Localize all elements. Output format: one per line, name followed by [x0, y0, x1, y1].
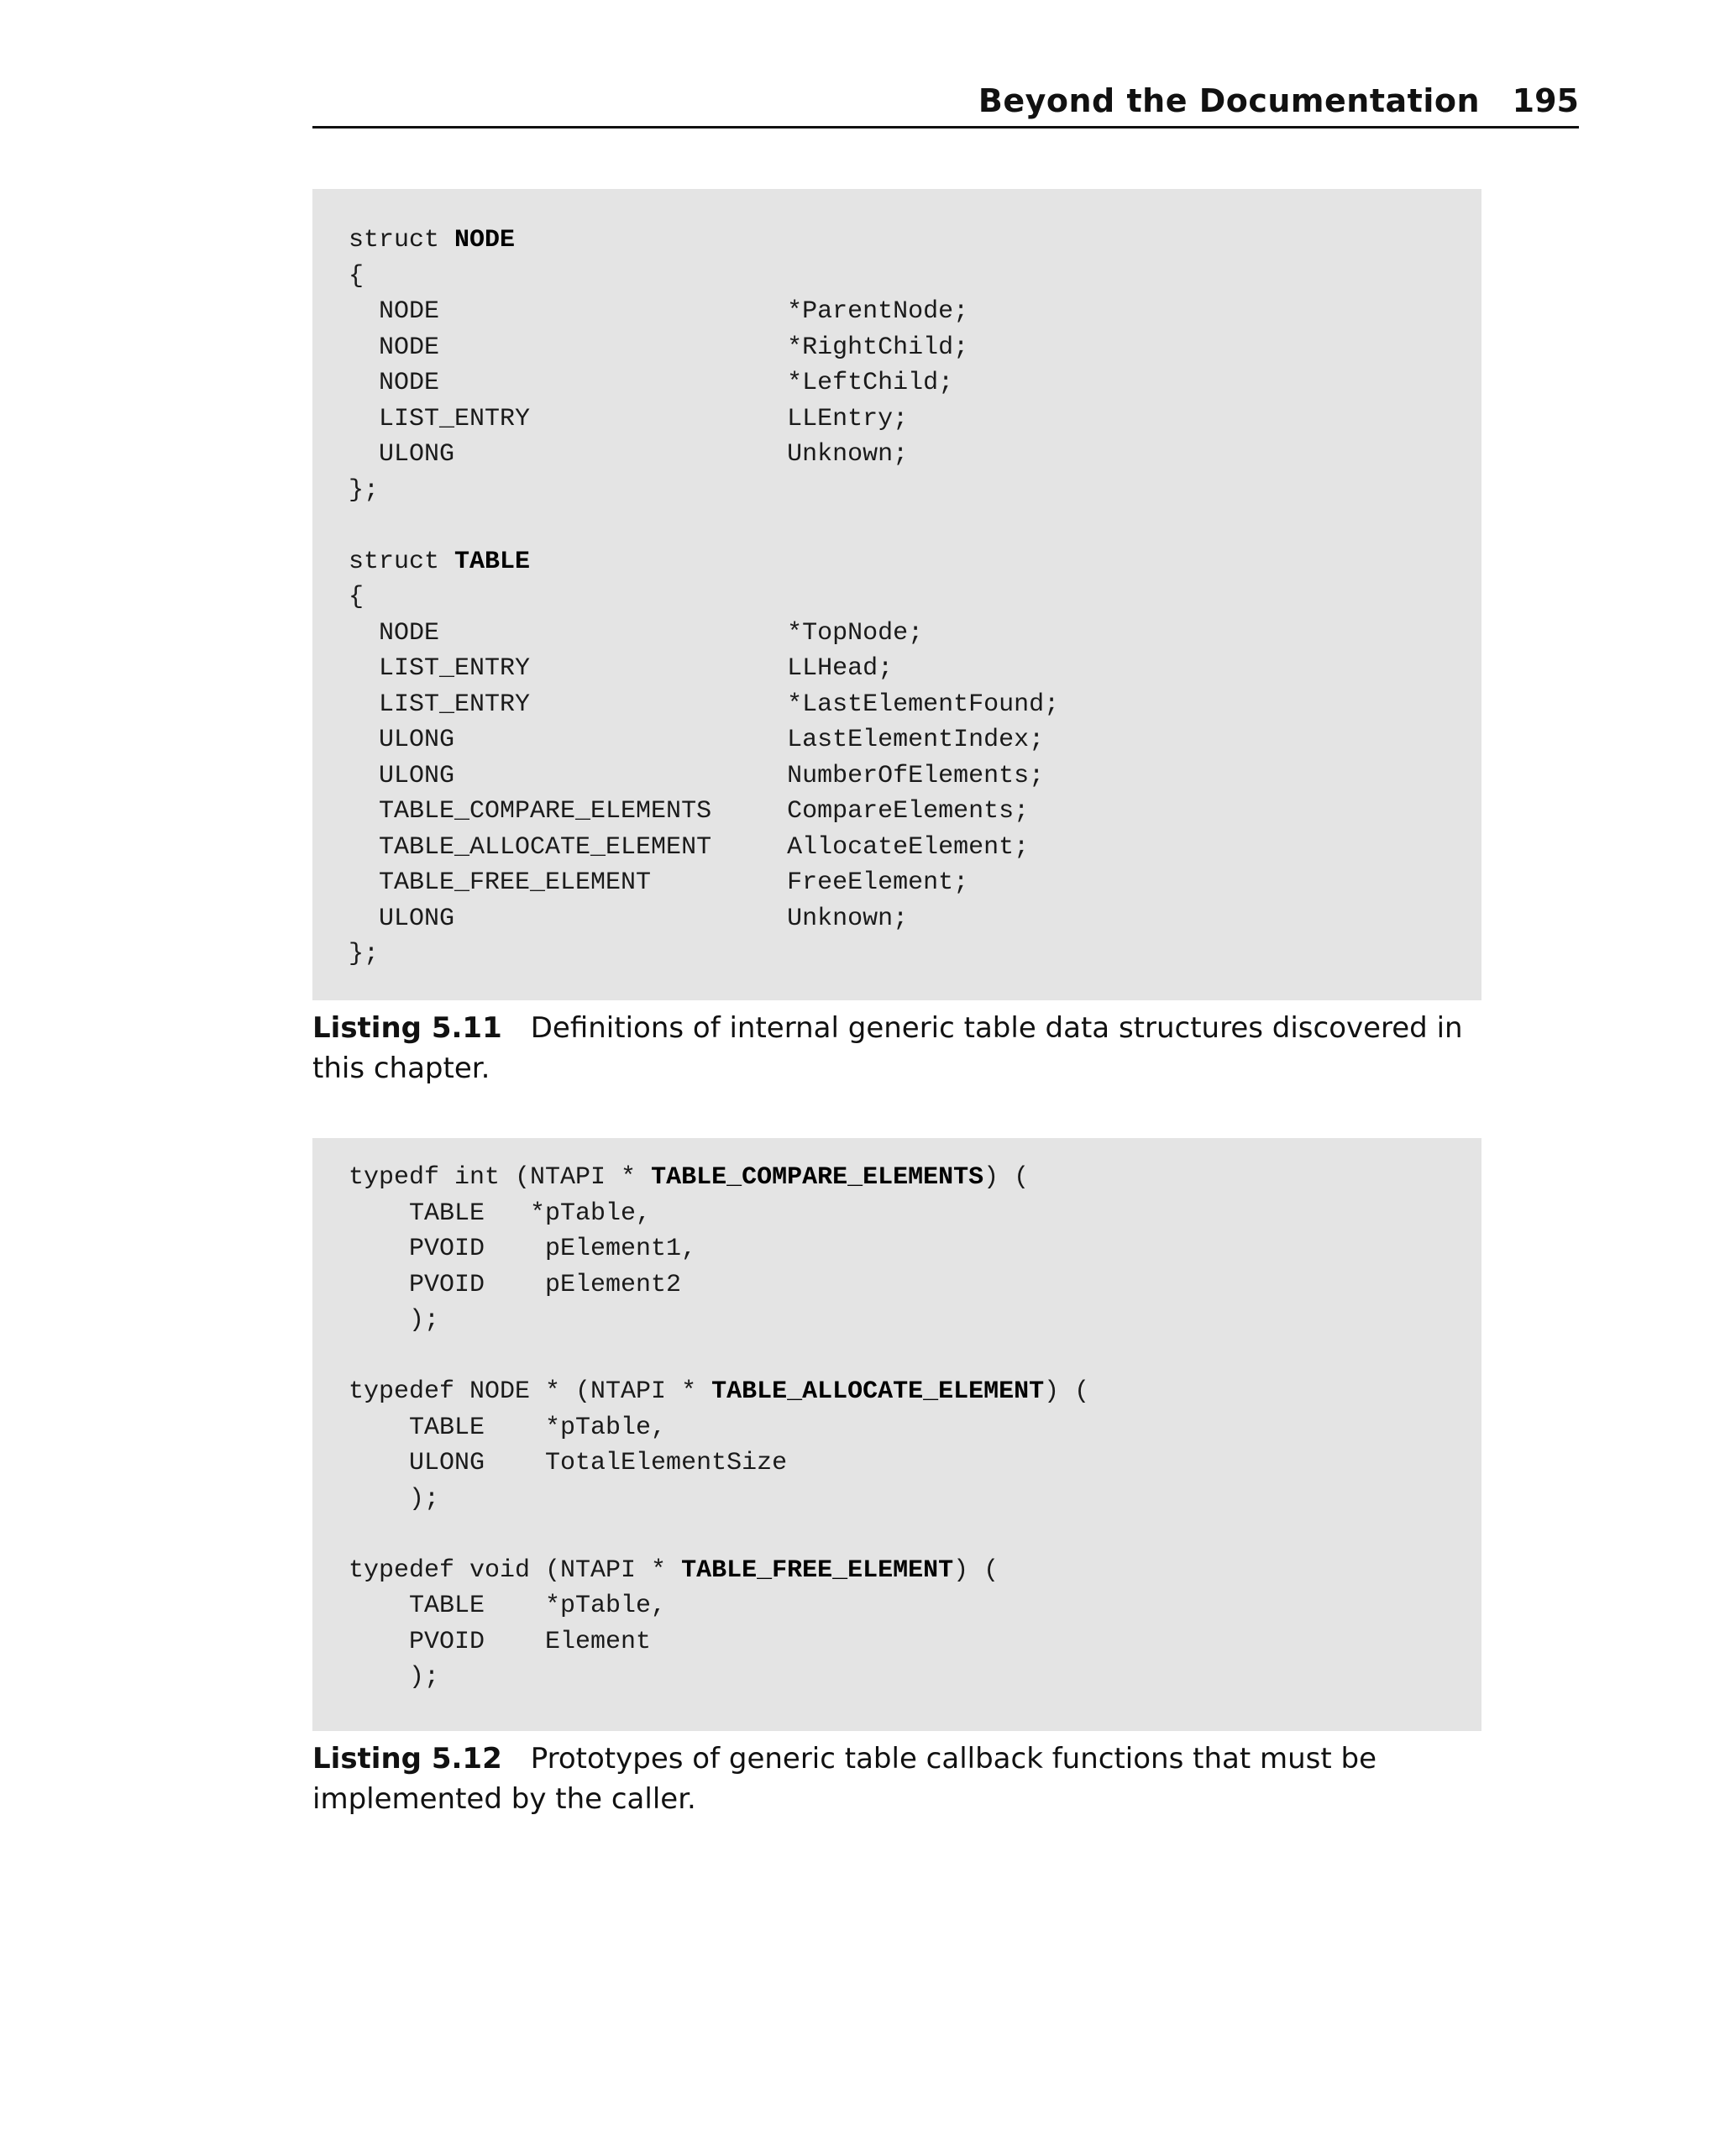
running-title: Beyond the Documentation	[978, 82, 1480, 119]
code-line	[349, 294, 968, 329]
code-line	[349, 1588, 666, 1624]
code-identifier: TABLE_ALLOCATE_ELEMENT	[711, 1377, 1045, 1406]
code-text: NODE *RightChild;	[349, 333, 969, 362]
code-line	[349, 365, 953, 401]
code-line	[349, 830, 1029, 865]
page-number: 195	[1512, 82, 1579, 119]
code-line	[349, 1160, 1029, 1195]
code-line	[349, 1410, 666, 1445]
code-text: struct	[349, 547, 455, 576]
listing-5-11-caption	[312, 1008, 1484, 1088]
code-line	[349, 1660, 439, 1695]
code-text: NODE *TopNode;	[349, 618, 924, 648]
code-line	[349, 1196, 651, 1231]
code-line	[349, 687, 1059, 722]
code-line	[349, 1445, 787, 1481]
code-text: TABLE_ALLOCATE_ELEMENT AllocateElement;	[349, 832, 1030, 862]
code-line	[349, 1624, 651, 1660]
code-text: ULONG Unknown;	[349, 440, 909, 469]
code-identifier: TABLE	[454, 547, 531, 576]
code-line	[349, 473, 379, 508]
code-line	[349, 259, 364, 294]
code-line	[349, 1231, 696, 1267]
listing-5-12-caption-text: Prototypes of generic table callback functions that must be implemented by the caller.	[312, 1742, 1377, 1816]
code-text: ULONG TotalElementSize	[349, 1449, 788, 1477]
code-text: );	[349, 1306, 440, 1335]
code-line	[349, 794, 1029, 829]
code-line	[349, 437, 908, 472]
code-line	[349, 330, 968, 365]
code-text: typedf int (NTAPI *	[349, 1163, 652, 1192]
code-identifier: NODE	[454, 226, 516, 254]
code-text: TABLE_FREE_ELEMENT FreeElement;	[349, 868, 969, 897]
code-text: PVOID pElement2	[349, 1270, 682, 1299]
code-text: TABLE *pTable,	[349, 1413, 667, 1442]
listing-5-12-caption	[312, 1739, 1484, 1819]
code-line	[349, 1303, 439, 1338]
listing-5-11-code-box	[312, 189, 1481, 1000]
listing-5-11-label: Listing 5.11	[312, 1011, 502, 1045]
code-text: LIST_ENTRY LLEntry;	[349, 404, 909, 433]
code-text: PVOID pElement1,	[349, 1235, 697, 1263]
code-text: {	[349, 583, 364, 611]
code-text: NODE *ParentNode;	[349, 297, 969, 326]
code-text: struct	[349, 226, 455, 254]
code-line	[349, 1374, 1089, 1409]
code-line	[349, 901, 908, 936]
code-text: LIST_ENTRY *LastElementFound;	[349, 690, 1060, 719]
code-line	[349, 544, 530, 580]
code-line	[349, 1553, 999, 1588]
listing-5-12-label: Listing 5.12	[312, 1742, 502, 1776]
code-line	[349, 722, 1044, 758]
code-text: NODE *LeftChild;	[349, 369, 954, 397]
code-text: typedef NODE * (NTAPI *	[349, 1377, 712, 1406]
code-line	[349, 651, 893, 686]
code-identifier: TABLE_COMPARE_ELEMENTS	[651, 1163, 984, 1192]
code-text: ULONG NumberOfElements;	[349, 761, 1045, 790]
running-header	[312, 77, 1579, 129]
code-text: );	[349, 1484, 440, 1513]
code-line	[349, 616, 923, 651]
code-line	[349, 580, 364, 615]
code-text: );	[349, 1663, 440, 1692]
code-text: LIST_ENTRY LLHead;	[349, 654, 894, 683]
code-identifier: TABLE_FREE_ELEMENT	[681, 1555, 954, 1585]
code-text: ) (	[983, 1163, 1030, 1192]
code-text: TABLE *pTable,	[349, 1592, 667, 1620]
code-line	[349, 936, 379, 972]
code-text: ULONG Unknown;	[349, 904, 909, 933]
listing-5-11-caption-text: Definitions of internal generic table data structures discovered in this chapter.	[312, 1011, 1463, 1085]
code-text: typedef void (NTAPI *	[349, 1555, 682, 1585]
code-line	[349, 865, 968, 900]
code-text: PVOID Element	[349, 1627, 652, 1656]
code-text: TABLE *pTable,	[349, 1199, 652, 1228]
code-text: TABLE_COMPARE_ELEMENTS CompareElements;	[349, 797, 1030, 826]
code-text: ULONG LastElementIndex;	[349, 726, 1045, 754]
code-text: ) (	[953, 1555, 999, 1585]
code-text: ) (	[1044, 1377, 1090, 1406]
code-text: };	[349, 475, 380, 505]
code-line	[349, 401, 908, 437]
code-text: };	[349, 940, 380, 968]
code-line	[349, 1267, 681, 1303]
code-line	[349, 1482, 439, 1517]
listing-5-12-code-box	[312, 1138, 1481, 1731]
code-line	[349, 758, 1044, 794]
code-line	[349, 223, 515, 258]
code-text: {	[349, 261, 364, 291]
